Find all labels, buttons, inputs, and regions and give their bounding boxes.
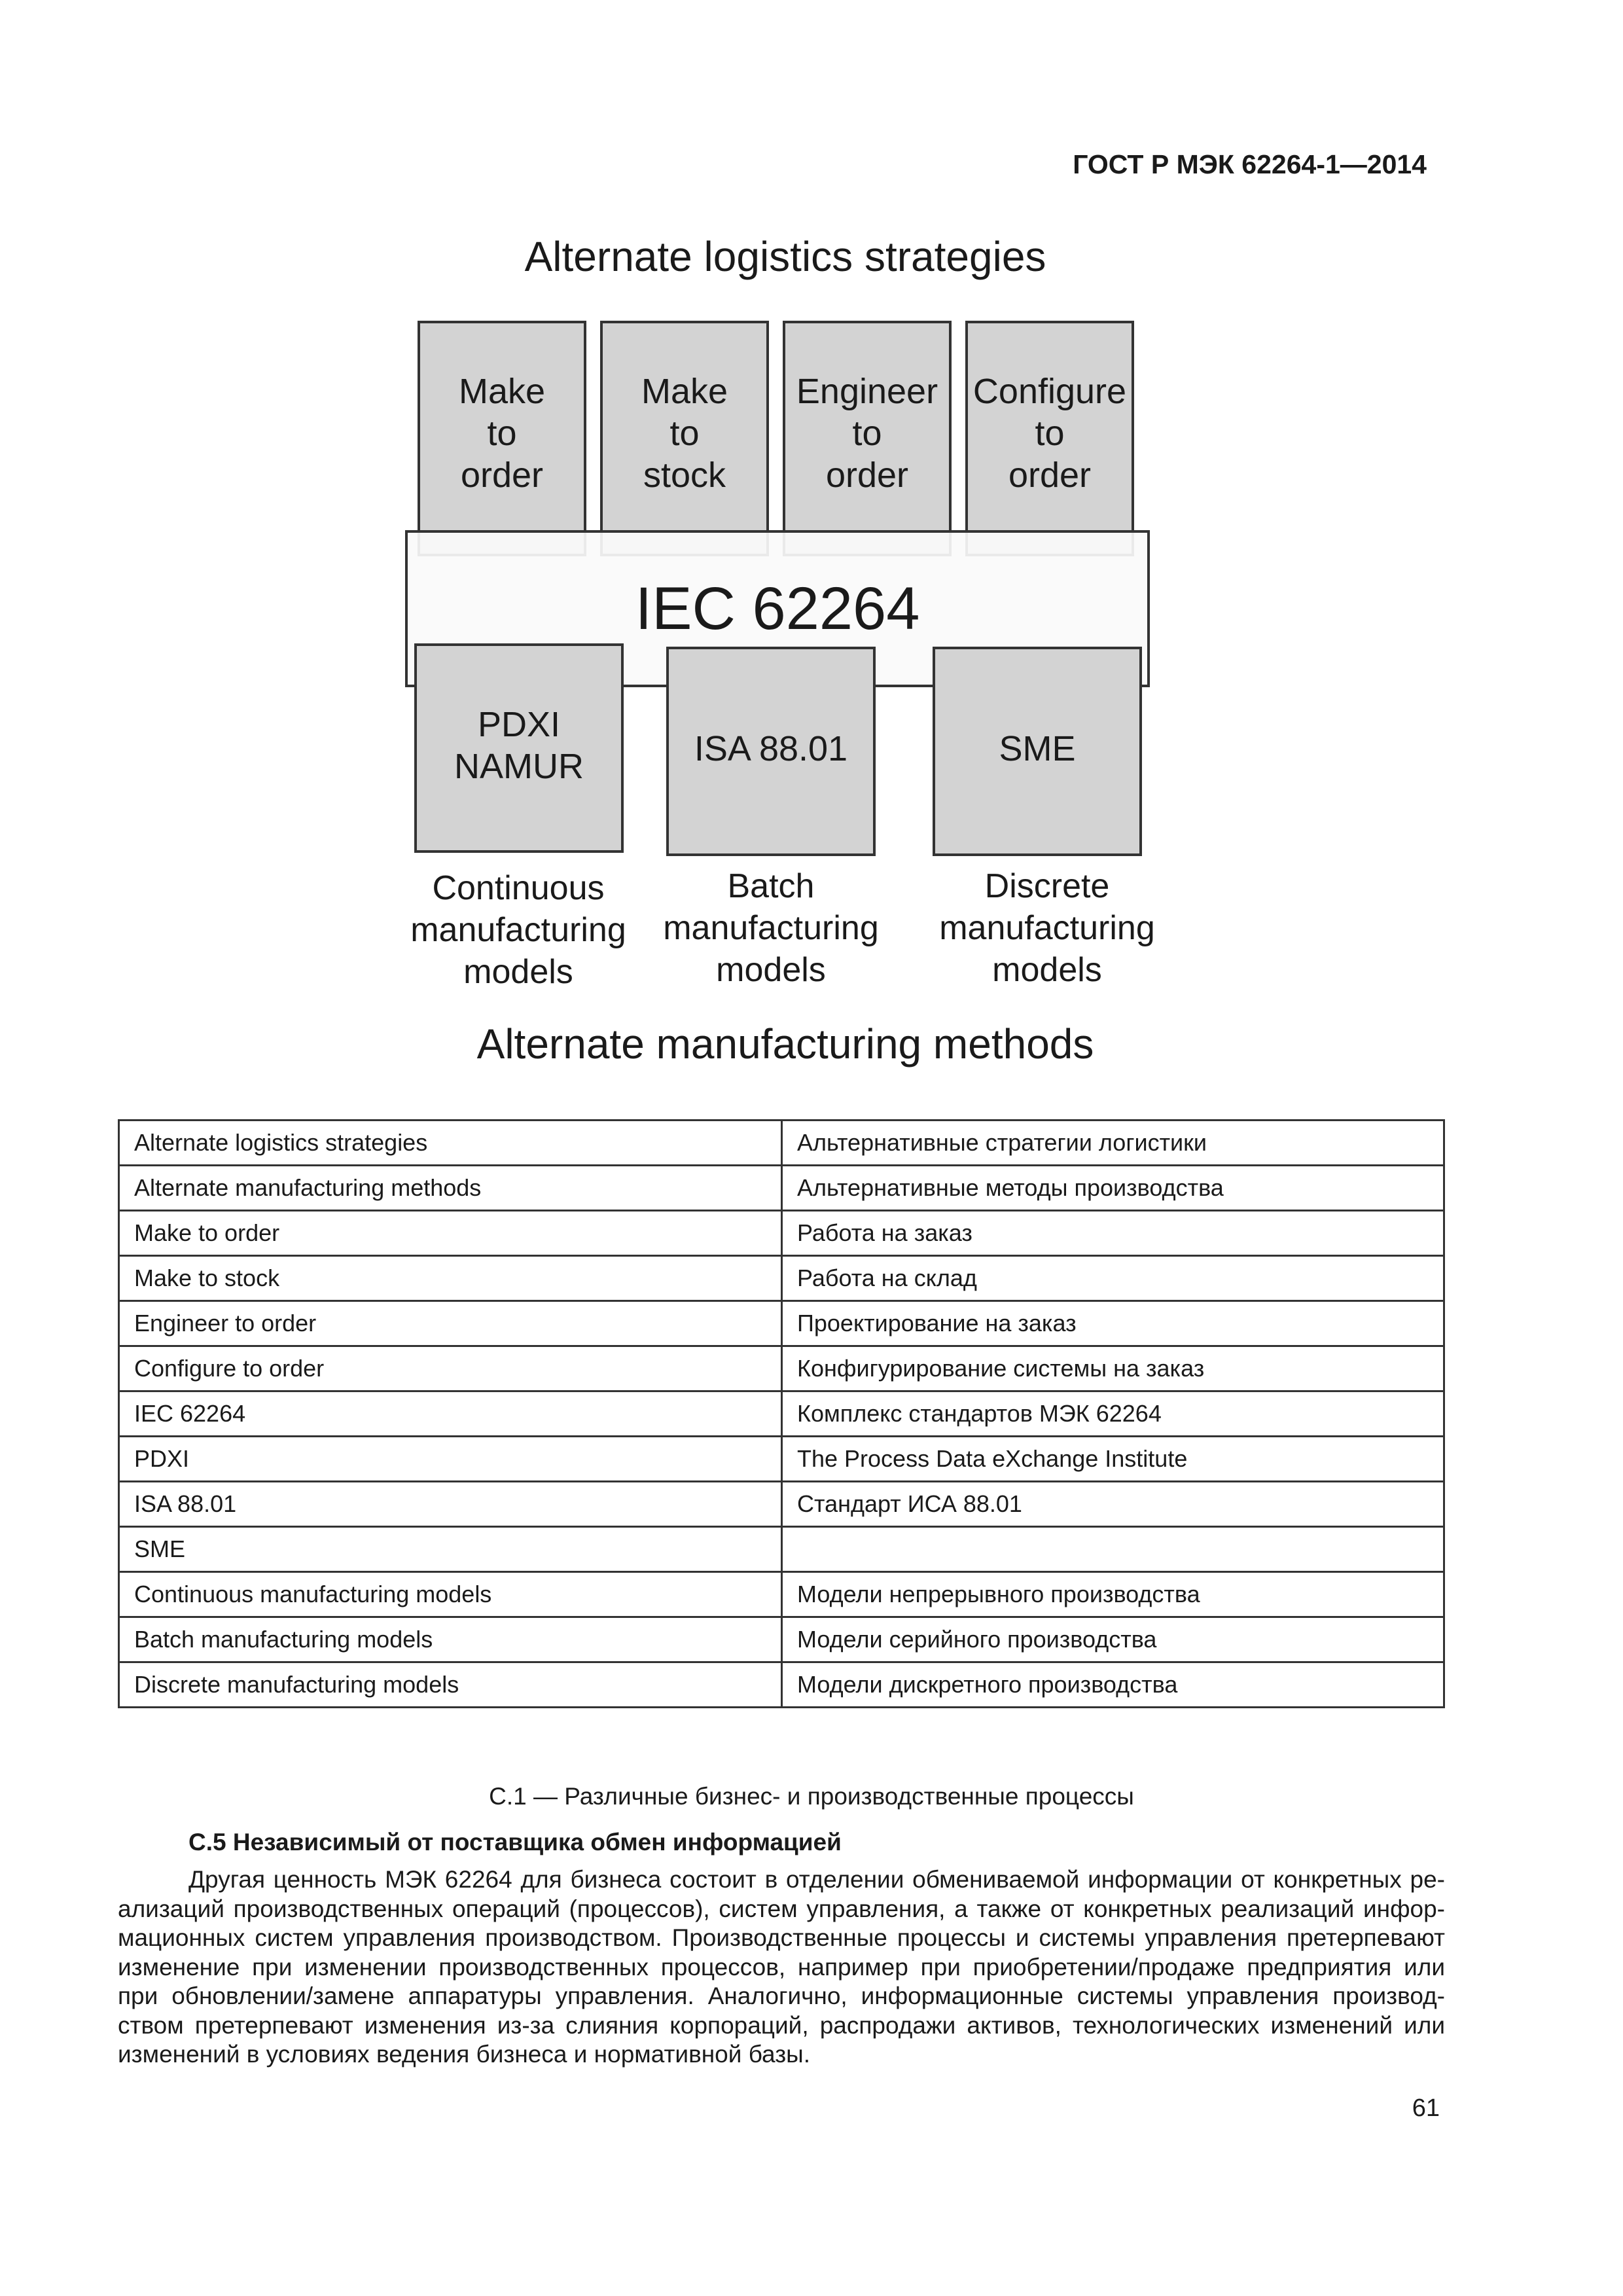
table-row	[119, 1662, 1444, 1708]
label-discrete-models: Discrete manufacturing models	[939, 867, 1155, 989]
table-cell: Работа на заказ	[782, 1211, 1444, 1256]
box-line: to	[1035, 414, 1065, 453]
table-cell: Alternate logistics strategies	[119, 1121, 782, 1166]
table-cell: SME	[119, 1527, 782, 1572]
box-pdxi-namur	[414, 643, 624, 853]
box-isa-88-01	[666, 647, 876, 856]
table-cell: IEC 62264	[119, 1391, 782, 1437]
table-cell: Make to stock	[119, 1256, 782, 1301]
box-line: SME	[999, 729, 1076, 768]
box-make-to-order	[418, 321, 586, 556]
body-paragraph	[118, 1865, 1445, 2070]
table-cell: PDXI	[119, 1437, 782, 1482]
box-line: order	[1008, 456, 1092, 495]
table-cell: The Process Data eXchange Institute	[782, 1437, 1444, 1482]
table-row	[119, 1301, 1444, 1346]
iec-62264-label: IEC 62264	[635, 575, 920, 642]
paragraph-line: мационных систем управления производством. Производственные процессы и системы управления претерпевают	[118, 1924, 1445, 1951]
table-cell	[782, 1527, 1444, 1572]
box-line: Configure	[972, 372, 1127, 411]
glossary-table	[118, 1119, 1445, 1708]
table-cell: Альтернативные стратегии логистики	[782, 1121, 1444, 1166]
table-row	[119, 1121, 1444, 1166]
box-line: to	[487, 414, 517, 453]
box-configure-to-order	[965, 321, 1134, 556]
table-row	[119, 1166, 1444, 1211]
section-heading: С.5 Независимый от поставщика обмен информацией	[188, 1829, 842, 1856]
box-line: ISA 88.01	[694, 729, 848, 768]
paragraph-line: ализаций производственных операций (процессов), систем управления, а также от конкретных реализаций инфор-	[118, 1895, 1445, 1922]
paragraph-line: изменение при изменении производственных процессов, например при приобретении/продаже предприятия или	[118, 1953, 1445, 1981]
table-cell: Конфигурирование системы на заказ	[782, 1346, 1444, 1391]
table-cell: Модели непрерывного производства	[782, 1572, 1444, 1617]
table-cell: Make to order	[119, 1211, 782, 1256]
table-cell: Работа на склад	[782, 1256, 1444, 1301]
table-cell: Комплекс стандартов МЭК 62264	[782, 1391, 1444, 1437]
label-batch-models: Batch manufacturing models	[663, 867, 879, 989]
strategies-diagram	[0, 0, 1623, 1100]
box-line: stock	[643, 456, 726, 495]
table-cell: Модели серийного производства	[782, 1617, 1444, 1662]
box-line: Make	[458, 372, 546, 411]
table-cell: Стандарт ИСА 88.01	[782, 1482, 1444, 1527]
table-row	[119, 1346, 1444, 1391]
box-line: Engineer	[796, 372, 938, 411]
box-line: to	[669, 414, 700, 453]
table-row	[119, 1527, 1444, 1572]
table-cell: Alternate manufacturing methods	[119, 1166, 782, 1211]
box-engineer-to-order	[783, 321, 952, 556]
paragraph-line: изменений в условиях ведения бизнеса и нормативной базы.	[118, 2041, 811, 2068]
paragraph-line: при обновлении/замене аппаратуры управления. Аналогично, информационные системы управления производ-	[118, 1982, 1445, 2009]
box-make-to-stock	[600, 321, 769, 556]
paragraph-line: ством претерпевают изменения из-за слияния корпораций, распродажи активов, технологических изменений или	[118, 2011, 1445, 2039]
table-cell: ISA 88.01	[119, 1482, 782, 1527]
table-row	[119, 1617, 1444, 1662]
table-cell: Continuous manufacturing models	[119, 1572, 782, 1617]
box-line: Make	[641, 372, 728, 411]
box-line: order	[460, 456, 544, 495]
box-line: PDXI	[477, 705, 561, 744]
table-cell: Альтернативные методы производства	[782, 1166, 1444, 1211]
table-row	[119, 1482, 1444, 1527]
label-continuous-models: Continuous manufacturing models	[410, 869, 626, 991]
table-row	[119, 1572, 1444, 1617]
diagram-title-manufacturing: Alternate manufacturing methods	[476, 1020, 1094, 1067]
table-row	[119, 1256, 1444, 1301]
box-line: order	[825, 456, 909, 495]
table-cell: Модели дискретного производства	[782, 1662, 1444, 1708]
table-cell: Engineer to order	[119, 1301, 782, 1346]
paragraph-line: Другая ценность МЭК 62264 для бизнеса состоит в отделении обмениваемой информации от конкретных ре-	[188, 1866, 1445, 1893]
table-row	[119, 1437, 1444, 1482]
figure-caption: С.1 — Различные бизнес- и производственные процессы	[489, 1783, 1134, 1810]
diagram-title-logistics: Alternate logistics strategies	[524, 233, 1046, 280]
document-header: ГОСТ Р МЭК 62264-1—2014	[1073, 149, 1427, 179]
table-row	[119, 1211, 1444, 1256]
table-row	[119, 1391, 1444, 1437]
table-cell: Discrete manufacturing models	[119, 1662, 782, 1708]
table-cell: Batch manufacturing models	[119, 1617, 782, 1662]
box-line: NAMUR	[454, 747, 584, 786]
table-cell: Configure to order	[119, 1346, 782, 1391]
page-number: 61	[1412, 2094, 1440, 2122]
box-line: to	[852, 414, 882, 453]
table-cell: Проектирование на заказ	[782, 1301, 1444, 1346]
box-sme	[933, 647, 1142, 856]
